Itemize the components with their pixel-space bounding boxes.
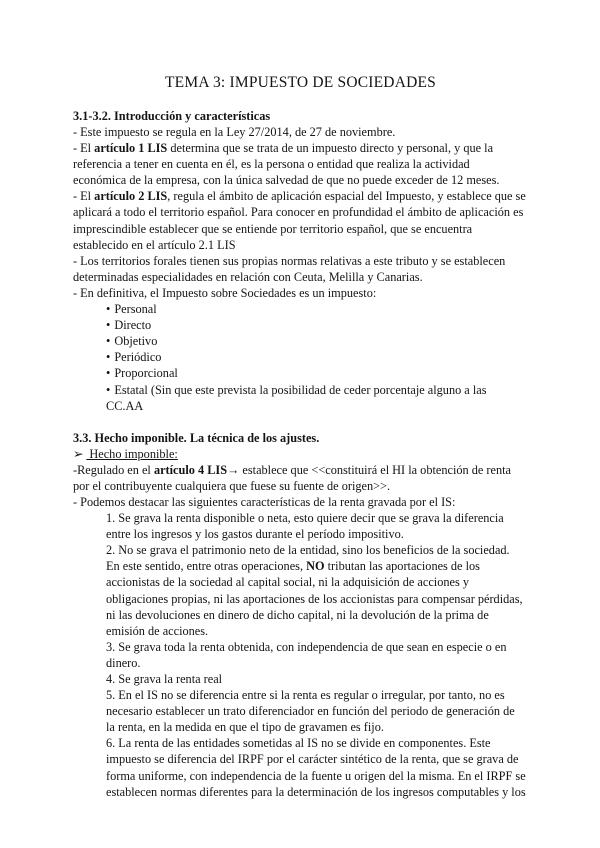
list-item: 3. Se grava toda la renta obtenida, con independencia de que sean en especie o en dinero. bbox=[106, 639, 507, 670]
list-item: 5. En el IS no se diferencia entre si la renta es regular o irregular, por tanto, no es necesario establecer un trato diferenciador en función del periodo de generación de la renta, en la medida en que el tipo de gravamen es fijo. bbox=[106, 688, 515, 735]
law-reference: artículo 1 LIS bbox=[94, 141, 168, 156]
list-item: • Estatal (Sin que este prevista la posibilidad de ceder porcentaje alguno a las CC.AA bbox=[106, 382, 526, 414]
list-item: 6. La renta de las entidades sometidas al IS no se divide en componentes. Este impuesto se diferencia del IRPF por el carácter sintético de la renta, que se grava de forma uniforme, con independencia de la fuente u origen del la misma. En el IRPF se establecen normas diferentes para la determinación de los ingresos computables y los bbox=[106, 736, 526, 799]
numbered-list bbox=[73, 510, 526, 800]
list-item: 1. Se grava la renta disponible o neta, esto quiere decir que se grava la diferencia entre los ingresos y los gastos durante el período impositivo. bbox=[106, 511, 504, 542]
arrowhead-bullet-icon: ➢ bbox=[73, 446, 84, 461]
paragraph: - Los territorios forales tienen sus propias normas relativas a este tributo y se establecen determinadas especialidades en relación con Ceuta, Melilla y Canarias. bbox=[73, 253, 506, 284]
list-item: 2. No se grava el patrimonio neto de la entidad, sino los beneficios de la sociedad. En este sentido, entre otras operaciones, NO tributan las aportaciones de los accionistas de la sociedad al capital social, ni la adquisición de acciones y obligaciones propias, ni las aportaciones de los accionistas para compensar pérdidas, ni las devoluciones en dinero de dicho capital, ni la devolución de la prima de emisión de acciones. bbox=[106, 543, 523, 638]
paragraph: - El artículo 1 LIS determina que se trata de un impuesto directo y personal, y que la referencia a tener en cuenta en él, es la persona o entidad que realiza la actividad económica de la empresa, con la única salvedad de que no puede exceder de 12 meses. bbox=[73, 141, 500, 188]
paragraph: - En definitiva, el Impuesto sobre Sociedades es un impuesto: bbox=[73, 285, 377, 300]
page-title: TEMA 3: IMPUESTO DE SOCIEDADES bbox=[165, 74, 436, 91]
paragraph: - Este impuesto se regula en la Ley 27/2014, de 27 de noviembre. bbox=[73, 125, 396, 139]
list-item: • Objetivo bbox=[106, 333, 526, 349]
section-heading: 3.3. Hecho imponible. La técnica de los ajustes. bbox=[73, 430, 320, 445]
list-item: • Directo bbox=[106, 317, 526, 333]
law-reference: artículo 2 LIS bbox=[94, 189, 168, 204]
paragraph: - El artículo 2 LIS, regula el ámbito de aplicación espacial del Impuesto, y establece que se aplicará a todo el territorio español. Para conocer en profundidad el ámbito de aplicación es imprescindible establecer que se entiende por territorio español, que se encuentra establecido en el artículo 2.1 LIS bbox=[73, 189, 526, 252]
list-item: • Proporcional bbox=[106, 365, 526, 381]
section-introduccion bbox=[73, 108, 526, 414]
list-item: • Periódico bbox=[106, 349, 526, 365]
paragraph: -Regulado en el artículo 4 LIS→ establece que <<constituirá el HI la obtención de renta por el contribuyente cualquiera que fuese su fuente de origen>>. bbox=[73, 462, 511, 493]
section-heading: 3.1-3.2. Introducción y características bbox=[73, 109, 271, 123]
section-hecho-imponible bbox=[73, 430, 526, 800]
law-reference: artículo 4 LIS bbox=[153, 462, 228, 477]
list-item: • Personal bbox=[106, 301, 526, 317]
paragraph: - Podemos destacar las siguientes características de la renta gravada por el IS: bbox=[73, 494, 456, 509]
arrow-right-icon: → bbox=[227, 462, 240, 477]
subheading: ➢ Hecho imponible: bbox=[73, 446, 178, 461]
list-item: 4. Se grava la renta real bbox=[106, 672, 223, 686]
characteristics-list bbox=[73, 301, 526, 414]
